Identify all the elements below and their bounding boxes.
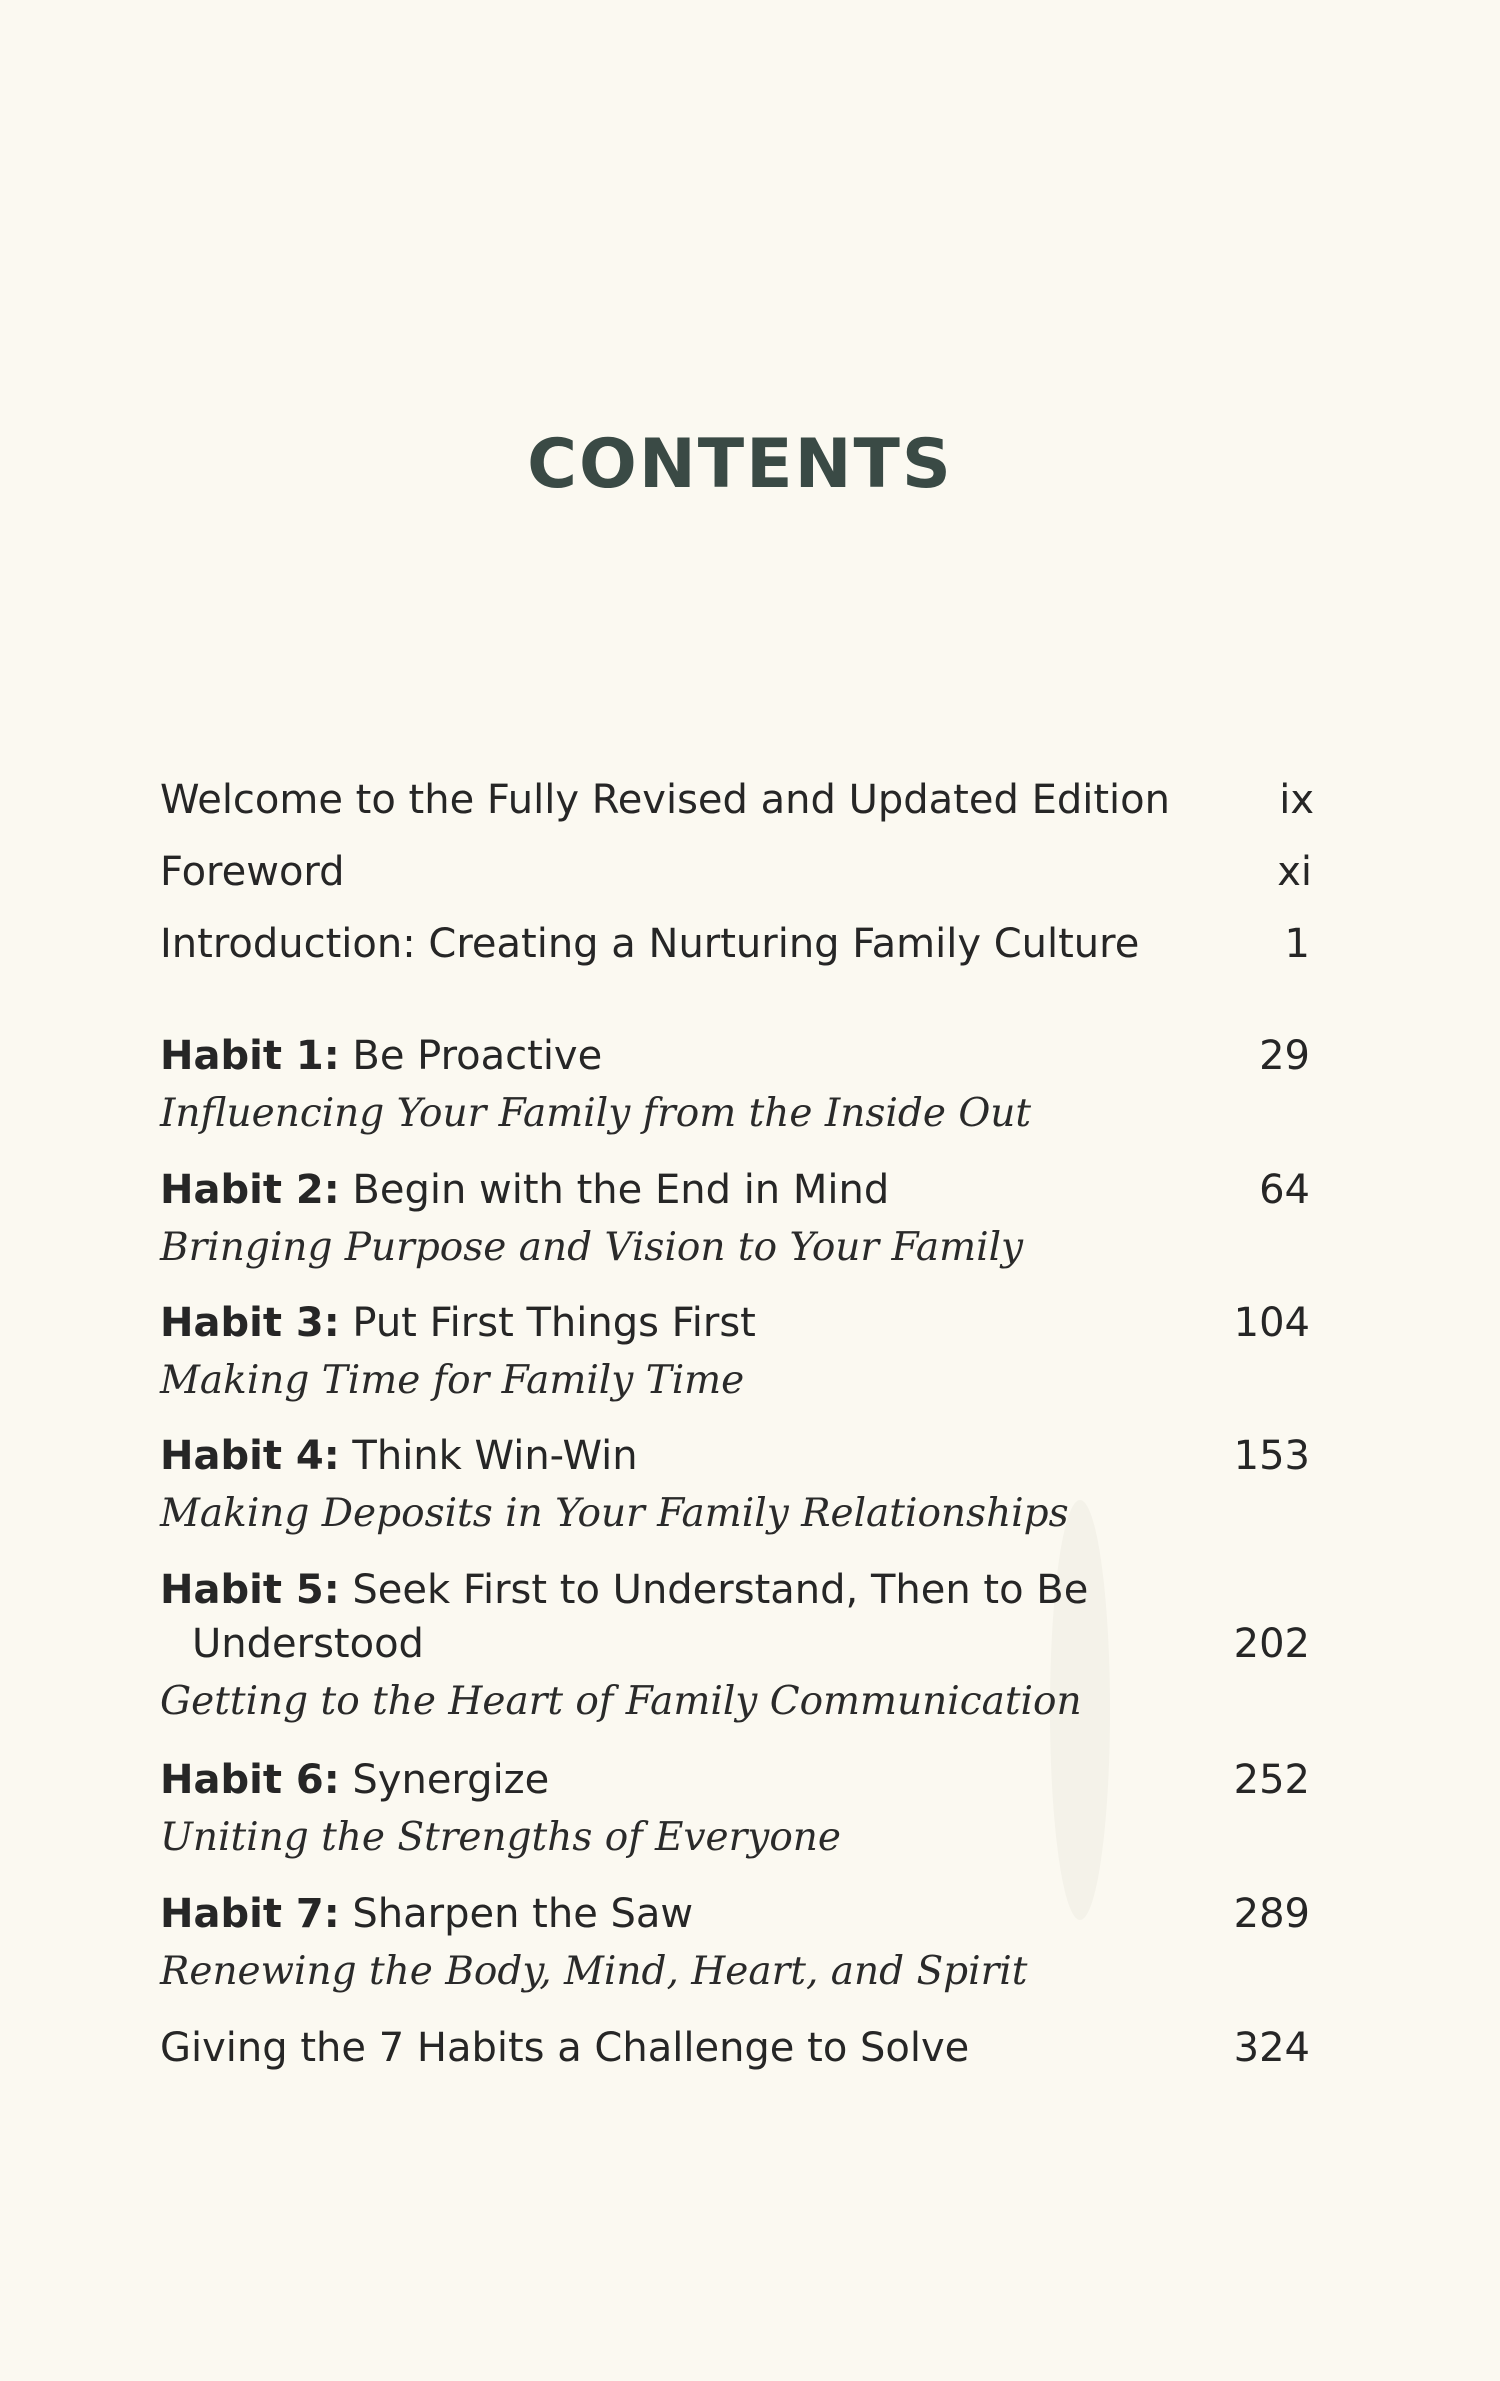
toc-page-number: ix — [1279, 777, 1314, 823]
toc-entry-habit-5 — [160, 1560, 1310, 1730]
toc-entry-label — [160, 1750, 549, 1810]
toc-page-number: 153 — [1233, 1433, 1310, 1479]
habit-subtitle: Bringing Purpose and Vision to Your Family — [160, 1225, 1024, 1270]
toc-page-number: 64 — [1259, 1167, 1310, 1213]
habit-subtitle: Uniting the Strengths of Everyone — [160, 1815, 841, 1860]
habit-name-continued: Understood — [192, 1621, 424, 1667]
toc-page-number: 289 — [1233, 1891, 1310, 1937]
toc-entry-label — [160, 1026, 602, 1086]
habit-name: Put First Things First — [352, 1300, 756, 1346]
toc-page-number: 1 — [1284, 921, 1310, 967]
habit-name: Sharpen the Saw — [352, 1891, 694, 1937]
toc-entry-foreword — [160, 842, 1310, 902]
habit-subtitle: Influencing Your Family from the Inside Out — [160, 1091, 1032, 1136]
habit-name: Synergize — [352, 1757, 550, 1803]
habit-subtitle: Making Time for Family Time — [160, 1358, 745, 1403]
habit-subtitle: Making Deposits in Your Family Relationships — [160, 1491, 1069, 1536]
habit-name: Seek First to Understand, Then to Be — [352, 1567, 1089, 1613]
habit-number: Habit 7: — [160, 1891, 340, 1937]
toc-entry-habit-6 — [160, 1750, 1310, 1866]
toc-entry-welcome — [160, 770, 1314, 830]
habit-name: Be Proactive — [352, 1033, 603, 1079]
habit-number: Habit 6: — [160, 1757, 340, 1803]
toc-entry-label: Giving the 7 Habits a Challenge to Solve — [160, 2025, 970, 2071]
toc-page-number: xi — [1277, 849, 1312, 895]
toc-page-number: 252 — [1233, 1757, 1310, 1803]
habit-number: Habit 3: — [160, 1300, 340, 1346]
toc-entry-closing — [160, 2018, 1310, 2078]
toc-entry-label — [160, 1560, 1088, 1620]
habit-name: Begin with the End in Mind — [352, 1167, 890, 1213]
habit-name: Think Win-Win — [352, 1433, 638, 1479]
toc-entry-label — [160, 1293, 756, 1353]
toc-entry-label — [160, 1160, 889, 1220]
toc-entry-introduction — [160, 914, 1310, 974]
toc-entry-habit-7 — [160, 1884, 1310, 2000]
toc-entry-label — [160, 1426, 638, 1486]
toc-entry-label — [160, 1884, 693, 1944]
habit-subtitle: Getting to the Heart of Family Communication — [160, 1679, 1082, 1724]
toc-page-number: 29 — [1259, 1033, 1310, 1079]
toc-entry-habit-4 — [160, 1426, 1310, 1542]
toc-entry-habit-2 — [160, 1160, 1310, 1276]
habit-number: Habit 2: — [160, 1167, 340, 1213]
page-title: CONTENTS — [527, 425, 953, 504]
toc-entry-habit-3 — [160, 1293, 1310, 1409]
toc-page-number: 324 — [1233, 2025, 1310, 2071]
habit-number: Habit 4: — [160, 1433, 340, 1479]
toc-page-number: 104 — [1233, 1300, 1310, 1346]
toc-entry-label: Foreword — [160, 849, 345, 895]
toc-entry-label: Introduction: Creating a Nurturing Family Culture — [160, 921, 1140, 967]
habit-number: Habit 5: — [160, 1567, 340, 1613]
habit-subtitle: Renewing the Body, Mind, Heart, and Spirit — [160, 1949, 1028, 1994]
toc-entry-habit-1 — [160, 1026, 1310, 1142]
toc-page-number: 202 — [1233, 1621, 1310, 1667]
habit-number: Habit 1: — [160, 1033, 340, 1079]
toc-entry-label: Welcome to the Fully Revised and Updated Edition — [160, 777, 1170, 823]
